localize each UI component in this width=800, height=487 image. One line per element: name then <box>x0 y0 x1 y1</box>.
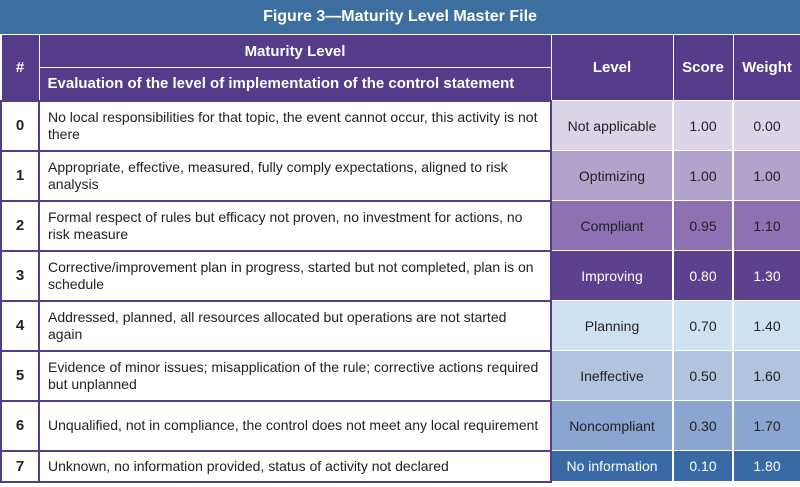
row-description: Addressed, planned, all resources allocated but operations are not started again <box>39 301 551 351</box>
row-description: No local responsibilities for that topic, the event cannot occur, this activity is not there <box>39 101 551 151</box>
row-description: Unqualified, not in compliance, the control does not meet any local requirement <box>39 401 551 451</box>
row-weight: 1.60 <box>733 351 800 401</box>
row-weight: 1.40 <box>733 301 800 351</box>
row-number: 7 <box>1 451 39 482</box>
row-description: Corrective/improvement plan in progress, started but not completed, plan is on schedule <box>39 251 551 301</box>
header-level: Level <box>551 35 673 101</box>
row-level: Ineffective <box>551 351 673 401</box>
row-score: 1.00 <box>673 151 733 201</box>
row-weight: 1.80 <box>733 451 800 482</box>
table-body <box>1 101 800 482</box>
table-row <box>1 151 800 201</box>
table-row <box>1 401 800 451</box>
row-weight: 0.00 <box>733 101 800 151</box>
row-score: 0.80 <box>673 251 733 301</box>
row-description: Appropriate, effective, measured, fully comply expectations, aligned to risk analysis <box>39 151 551 201</box>
row-description: Unknown, no information provided, status of activity not declared <box>39 451 551 482</box>
header-evaluation: Evaluation of the level of implementation of the control statement <box>39 68 551 101</box>
row-weight: 1.30 <box>733 251 800 301</box>
figure-title: Figure 3—Maturity Level Master File <box>0 0 800 34</box>
row-weight: 1.10 <box>733 201 800 251</box>
row-number: 2 <box>1 201 39 251</box>
row-score: 0.95 <box>673 201 733 251</box>
header-maturity-level: Maturity Level <box>39 35 551 68</box>
row-level: Planning <box>551 301 673 351</box>
row-level: Compliant <box>551 201 673 251</box>
row-score: 0.50 <box>673 351 733 401</box>
row-number: 4 <box>1 301 39 351</box>
row-level: Improving <box>551 251 673 301</box>
row-weight: 1.70 <box>733 401 800 451</box>
row-number: 0 <box>1 101 39 151</box>
row-number: 1 <box>1 151 39 201</box>
table-row <box>1 301 800 351</box>
row-level: Not applicable <box>551 101 673 151</box>
row-score: 0.70 <box>673 301 733 351</box>
maturity-table <box>0 34 800 483</box>
row-level: Optimizing <box>551 151 673 201</box>
row-number: 5 <box>1 351 39 401</box>
row-level: Noncompliant <box>551 401 673 451</box>
row-score: 0.10 <box>673 451 733 482</box>
row-score: 1.00 <box>673 101 733 151</box>
header-num: # <box>1 35 39 101</box>
table-row <box>1 351 800 401</box>
table-row <box>1 251 800 301</box>
table-row <box>1 201 800 251</box>
row-description: Formal respect of rules but efficacy not proven, no investment for actions, no risk measure <box>39 201 551 251</box>
table-row <box>1 101 800 151</box>
row-weight: 1.00 <box>733 151 800 201</box>
row-level: No information <box>551 451 673 482</box>
header-weight: Weight <box>733 35 800 101</box>
header-score: Score <box>673 35 733 101</box>
row-score: 0.30 <box>673 401 733 451</box>
row-number: 3 <box>1 251 39 301</box>
row-number: 6 <box>1 401 39 451</box>
row-description: Evidence of minor issues; misapplication of the rule; corrective actions required but unplanned <box>39 351 551 401</box>
table-row <box>1 451 800 482</box>
